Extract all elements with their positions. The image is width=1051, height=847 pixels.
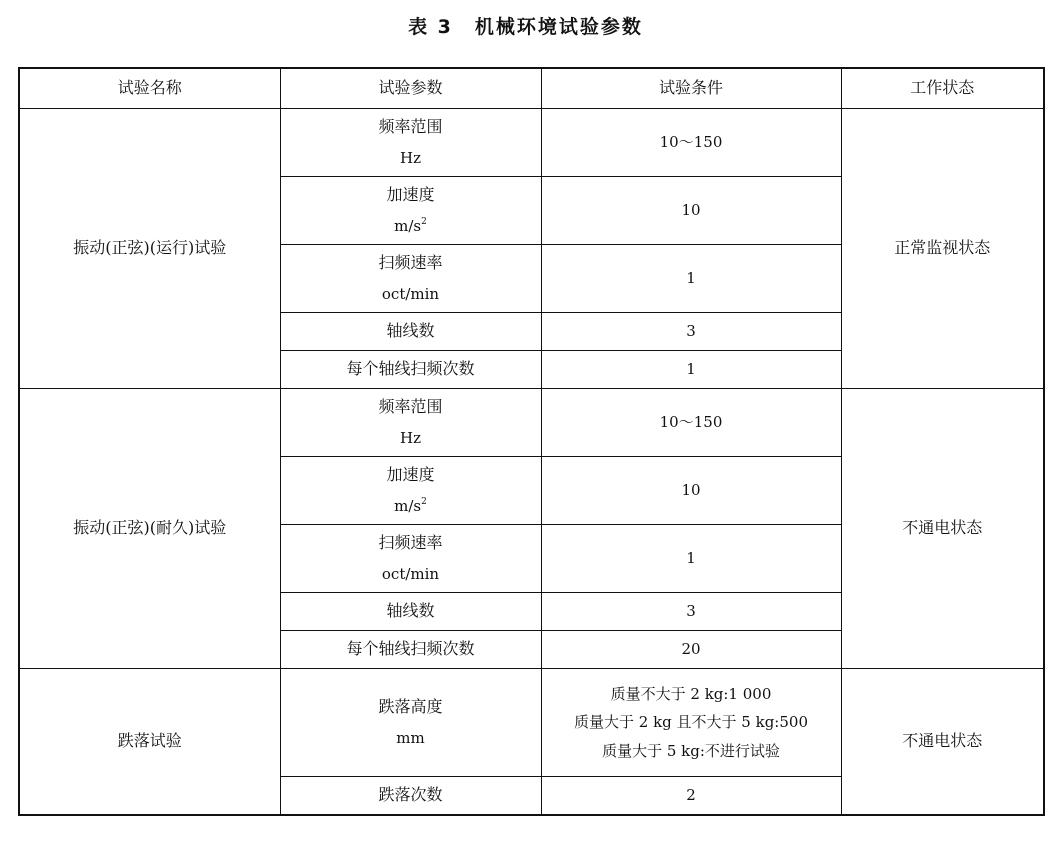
- condition-cell: 3: [541, 313, 841, 351]
- header-test-parameter: 试验参数: [280, 68, 541, 109]
- table-number: 表 3: [408, 16, 453, 38]
- condition-cell: 10～150: [541, 109, 841, 177]
- param-cell: [280, 669, 541, 777]
- param-cell: 每个轴线扫频次数: [280, 631, 541, 669]
- condition-cell: 1: [541, 525, 841, 593]
- param-unit: oct/min: [381, 284, 440, 303]
- condition-cell: [541, 669, 841, 777]
- param-name: 扫频速率: [378, 533, 443, 553]
- condition-cell: 3: [541, 593, 841, 631]
- param-unit: Hz: [400, 148, 421, 167]
- condition-line: 质量大于 2 kg 且不大于 5 kg:500: [574, 713, 808, 732]
- param-cell: [280, 389, 541, 457]
- param-name: 跌落高度: [378, 697, 443, 717]
- param-name: 频率范围: [378, 117, 443, 137]
- condition-cell: 1: [541, 245, 841, 313]
- condition-line: 质量大于 5 kg:不进行试验: [602, 741, 780, 760]
- param-cell: [280, 177, 541, 245]
- table-row: [19, 669, 1044, 777]
- condition-cell: 10: [541, 457, 841, 525]
- param-unit: oct/min: [381, 564, 440, 583]
- test-name-cell: 跌落试验: [19, 669, 280, 815]
- header-row: [19, 68, 1044, 109]
- param-unit: Hz: [400, 428, 421, 447]
- condition-cell: 1: [541, 351, 841, 389]
- param-unit: $m/s^2$: [394, 496, 427, 515]
- param-cell: [280, 525, 541, 593]
- param-unit: mm: [396, 728, 425, 747]
- param-cell: [280, 457, 541, 525]
- table-row: [19, 109, 1044, 177]
- mechanical-environment-test-table: [18, 67, 1045, 816]
- param-name: 扫频速率: [378, 253, 443, 273]
- param-cell: 跌落次数: [280, 777, 541, 815]
- state-cell: 不通电状态: [841, 669, 1044, 815]
- param-cell: [280, 245, 541, 313]
- param-name: 加速度: [386, 465, 435, 485]
- condition-cell: 10: [541, 177, 841, 245]
- header-test-condition: 试验条件: [541, 68, 841, 109]
- test-name-cell: 振动(正弦)(耐久)试验: [19, 389, 280, 669]
- state-cell: 不通电状态: [841, 389, 1044, 669]
- param-name: 频率范围: [378, 397, 443, 417]
- param-cell: 每个轴线扫频次数: [280, 351, 541, 389]
- condition-cell: 20: [541, 631, 841, 669]
- param-cell: 轴线数: [280, 593, 541, 631]
- param-cell: 轴线数: [280, 313, 541, 351]
- table-title: [0, 12, 1051, 39]
- param-name: 加速度: [386, 185, 435, 205]
- test-name-cell: 振动(正弦)(运行)试验: [19, 109, 280, 389]
- table-row: [19, 389, 1044, 457]
- param-unit: $m/s^2$: [394, 216, 427, 235]
- condition-cell: 10～150: [541, 389, 841, 457]
- header-test-name: 试验名称: [19, 68, 280, 109]
- table-caption: 机械环境试验参数: [474, 16, 643, 38]
- condition-line: 质量不大于 2 kg:1 000: [610, 684, 772, 703]
- state-cell: 正常监视状态: [841, 109, 1044, 389]
- header-working-state: 工作状态: [841, 68, 1044, 109]
- condition-cell: 2: [541, 777, 841, 815]
- param-cell: [280, 109, 541, 177]
